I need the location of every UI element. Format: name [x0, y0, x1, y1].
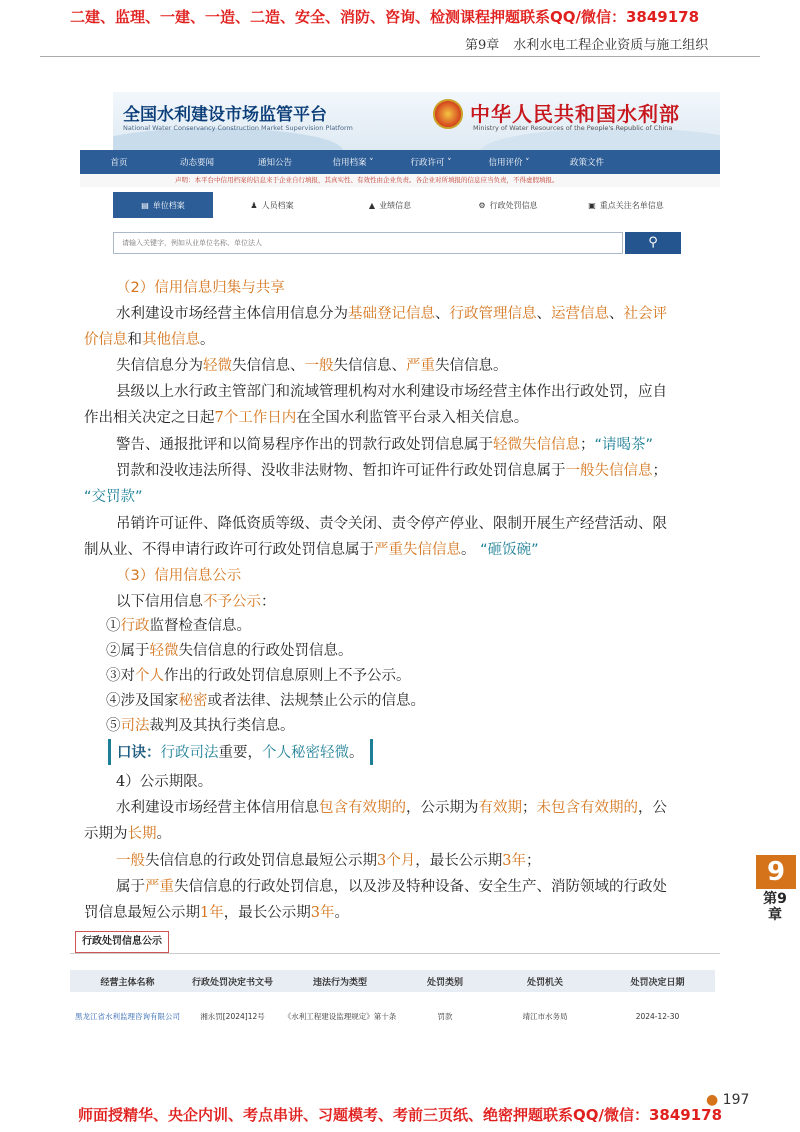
header-divider	[40, 56, 760, 57]
paragraph-5-line-1: 罚款和没收违法所得、没收非法财物、暂扣许可证件行政处罚信息属于一般失信信息；	[116, 463, 667, 479]
search-input[interactable]: 请输入关键字，例如从业单位名称、单位法人	[113, 232, 623, 254]
search-button[interactable]	[625, 232, 681, 254]
section-heading-2: （2）信用信息归集与共享	[116, 280, 285, 296]
paragraph-9: 一般失信信息的行政处罚信息最短公示期3个月，最长公示期3年；	[116, 853, 541, 869]
paragraph-8-line-2: 示期为长期。	[84, 826, 171, 842]
tab-personnel-records[interactable]: ♟ 人员档案	[250, 200, 294, 210]
tab-performance[interactable]: ▲ 业绩信息	[368, 200, 412, 210]
paragraph-4: 警告、通报批评和以简易程序作出的罚款行政处罚信息属于轻微失信信息；“请喝茶”	[116, 437, 654, 453]
mnemonic-label: 口诀：	[117, 745, 161, 761]
chapter-header	[465, 34, 722, 53]
penalty-publicity-screenshot	[70, 928, 720, 1038]
promo-banner-top: 二建、监理、一建、一造、二造、安全、消防、咨询、检测课程押题联系QQ/微信：3849178	[70, 8, 700, 26]
nav-licensing[interactable]: 行政许可 ˅	[410, 158, 452, 168]
chapter-tab-label: 第9章	[763, 891, 787, 923]
nav-credit-records[interactable]: 信用档案 ˅	[332, 158, 374, 168]
list-item: ⑤司法裁判及其执行类信息。	[106, 718, 295, 734]
paragraph-8-line-1: 水利建设市场经营主体信用信息包含有效期的，公示期为有效期；未包含有效期的，公	[116, 800, 667, 816]
performance-icon: ▲	[368, 200, 376, 210]
tab-unit-records[interactable]: ▤ 单位档案	[113, 192, 213, 218]
paragraph-10-line-2: 罚信息最短公示期1年，最长公示期3年。	[84, 905, 349, 921]
tab-watchlist[interactable]: ▣ 重点关注名单信息	[588, 200, 664, 210]
list-item: ④涉及国家秘密或者法律、法规禁止公示的信息。	[106, 693, 425, 709]
section-heading-4: 4）公示期限。	[116, 774, 213, 790]
paragraph-1-line-2: 价信息和其他信息。	[84, 332, 215, 348]
column-header: 行政处罚决定书文号	[191, 977, 273, 988]
section-heading-3: （3）信用信息公示	[116, 568, 242, 584]
paragraph-1-line-1: 水利建设市场经营主体信用信息分为基础登记信息、行政管理信息、运营信息、社会评	[116, 306, 667, 322]
platform-screenshot	[110, 92, 720, 260]
paragraph-2: 失信信息分为轻微失信信息、一般失信信息、严重失信信息。	[116, 358, 508, 374]
location-pin-icon: ●	[706, 1092, 719, 1108]
document-icon: ▤	[141, 200, 149, 210]
site-notice: 声明：本平台中信用档案的信息来于企业自行填报，其真实性、有效性由企业负责。各企业对所填报的信息应当负责，不得虚假填报。	[80, 174, 720, 187]
paragraph-3-line-1: 县级以上水行政主管部门和流域管理机构对水利建设市场经营主体作出行政处罚，应自	[116, 384, 667, 400]
site-title: 全国水利建设市场监管平台	[123, 105, 327, 125]
column-header: 违法行为类型	[312, 977, 367, 988]
page-number: ● 197	[706, 1092, 750, 1108]
chapter-title: 水利水电工程企业资质与施工组织	[513, 38, 709, 53]
paragraph-7: 以下信用信息不予公示：	[116, 594, 276, 610]
ministry-title: 中华人民共和国水利部	[470, 102, 680, 126]
chapter-number: 第9章	[465, 38, 500, 53]
list-icon: ▣	[588, 200, 596, 210]
paragraph-6-line-2: 制从业、不得申请行政许可行政处罚信息属于严重失信信息。 “砸饭碗”	[84, 542, 539, 558]
paragraph-3-line-2: 作出相关决定之日起7个工作日内在全国水利监管平台录入相关信息。	[84, 410, 529, 426]
penalty-category: 罚款	[437, 1011, 453, 1021]
site-nav	[80, 150, 720, 174]
publicity-title: 行政处罚信息公示	[75, 931, 169, 953]
column-header: 处罚决定日期	[630, 977, 685, 988]
table-row	[70, 994, 715, 1038]
entity-name-link[interactable]: 黑龙江省水利监理咨询有限公司	[75, 1011, 180, 1021]
list-item: ②属于轻微失信信息的行政处罚信息。	[106, 643, 353, 659]
tab-penalty-info[interactable]: ⚙ 行政处罚信息	[478, 200, 538, 210]
decision-number: 湘永罚[2024]12号	[200, 1011, 265, 1021]
column-header: 经营主体名称	[100, 977, 155, 988]
site-subtitle: National Water Conservancy Construction Market Supervision Platform	[123, 124, 353, 132]
list-item: ①行政监督检查信息。	[106, 618, 251, 634]
column-header: 处罚机关	[526, 977, 563, 988]
list-item: ③对个人作出的行政处罚信息原则上不予公示。	[106, 668, 411, 684]
decision-date: 2024-12-30	[635, 1011, 680, 1021]
chapter-tab-number: 9	[756, 855, 796, 889]
chapter-tab	[752, 855, 800, 935]
publicity-table-header	[70, 970, 715, 992]
paragraph-6-line-1: 吊销许可证件、降低资质等级、责令关闭、责令停产停业、限制开展生产经营活动、限	[116, 516, 667, 532]
penalty-authority: 靖江市水务局	[522, 1011, 568, 1021]
publicity-divider	[70, 953, 720, 954]
site-tabs	[113, 192, 720, 218]
paragraph-10-line-1: 属于严重失信信息的行政处罚信息，以及涉及特种设备、安全生产、消防领域的行政处	[116, 879, 667, 895]
national-emblem-icon	[433, 99, 463, 129]
search-icon: ⚲	[648, 235, 658, 250]
nav-policy[interactable]: 政策文件	[569, 158, 604, 168]
paragraph-5-line-2: “交罚款”	[84, 489, 143, 505]
nav-notices[interactable]: 通知公告	[257, 158, 292, 168]
nav-news[interactable]: 动态要闻	[179, 158, 214, 168]
column-header: 处罚类别	[426, 977, 463, 988]
person-icon: ♟	[250, 200, 258, 210]
ministry-subtitle: Ministry of Water Resources of the People's Republic of China	[473, 124, 673, 132]
mnemonic-box: 口诀：行政司法重要，个人秘密轻微。	[108, 739, 373, 765]
promo-banner-bottom: 师面授精华、央企内训、考点串讲、习题模考、考前三页纸、绝密押题联系QQ/微信：3849178	[78, 1106, 723, 1124]
nav-home[interactable]: 首页	[110, 158, 128, 168]
penalty-icon: ⚙	[478, 200, 486, 210]
site-banner	[113, 92, 720, 150]
violation-type: 《水利工程建设监理规定》第十条	[283, 1011, 397, 1021]
nav-credit-evaluation[interactable]: 信用评价 ˅	[488, 158, 530, 168]
